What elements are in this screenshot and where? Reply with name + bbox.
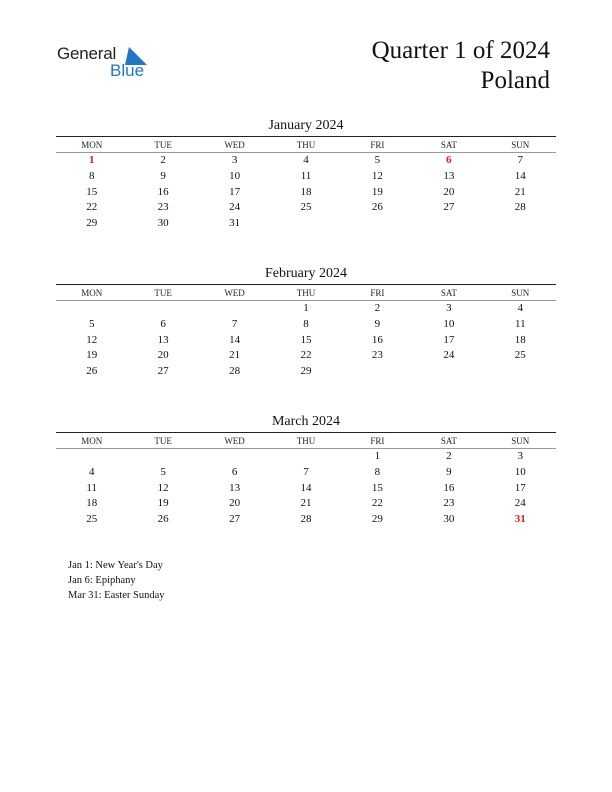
empty-cell xyxy=(270,216,341,232)
weekday-header xyxy=(56,136,556,153)
logo-text-general: General xyxy=(57,44,117,63)
day-cell: 3 xyxy=(231,154,238,166)
page-header xyxy=(372,36,550,96)
day-cell: 26 xyxy=(157,513,169,526)
empty-cell xyxy=(56,449,127,465)
weekday-header xyxy=(56,284,556,301)
weekday-wed: WED xyxy=(224,139,245,150)
day-cell: 7 xyxy=(303,465,309,478)
day-cell: 23 xyxy=(443,497,455,510)
day-cell: 13 xyxy=(229,481,241,494)
holiday-item: Jan 1: New Year's Day xyxy=(68,560,163,571)
day-cell: 7 xyxy=(517,154,524,166)
holiday-list xyxy=(68,558,165,603)
day-cell: 5 xyxy=(160,465,166,478)
day-cell: 13 xyxy=(157,333,169,346)
weekday-tue: TUE xyxy=(154,287,172,298)
day-cell: 19 xyxy=(86,349,98,362)
empty-cell xyxy=(127,301,198,317)
month-title: February 2024 xyxy=(264,266,348,281)
weekday-sat: SAT xyxy=(440,287,457,298)
day-cell: 23 xyxy=(157,201,169,214)
day-cell: 9 xyxy=(374,317,381,330)
weekday-mon: MON xyxy=(81,435,103,446)
day-cell: 4 xyxy=(517,302,524,314)
day-cell: 21 xyxy=(229,349,241,362)
day-cell: 26 xyxy=(371,201,383,214)
empty-cell xyxy=(127,449,198,465)
day-cell: 28 xyxy=(229,365,241,378)
empty-cell xyxy=(413,216,484,232)
day-cell: 14 xyxy=(300,481,312,494)
day-cell: 16 xyxy=(371,333,383,346)
holiday-day-cell: 31 xyxy=(514,513,526,526)
day-cell: 5 xyxy=(88,317,95,330)
day-cell: 2 xyxy=(374,302,381,314)
day-cell: 28 xyxy=(300,513,312,526)
empty-cell xyxy=(342,216,413,232)
weekday-tue: TUE xyxy=(154,435,172,446)
day-cell: 26 xyxy=(86,365,98,378)
day-grid xyxy=(56,153,556,232)
day-cell: 6 xyxy=(160,317,166,330)
day-cell: 5 xyxy=(374,154,381,166)
weekday-fri: FRI xyxy=(370,287,385,298)
month-title: March 2024 xyxy=(271,414,341,429)
day-cell: 23 xyxy=(371,349,383,362)
day-cell: 27 xyxy=(157,365,169,378)
day-cell: 2 xyxy=(446,450,452,462)
day-cell: 10 xyxy=(514,465,526,478)
day-cell: 14 xyxy=(514,169,526,182)
day-cell: 25 xyxy=(300,201,312,214)
day-cell: 13 xyxy=(443,169,455,182)
empty-cell xyxy=(342,364,413,380)
day-cell: 17 xyxy=(443,333,455,346)
month-january xyxy=(56,116,556,232)
weekday-thu: THU xyxy=(296,435,316,446)
day-cell: 8 xyxy=(374,465,381,478)
weekday-tue: TUE xyxy=(154,139,172,150)
weekday-sat: SAT xyxy=(440,139,457,150)
empty-cell xyxy=(413,364,484,380)
day-cell: 18 xyxy=(86,497,98,510)
day-cell: 31 xyxy=(229,217,241,230)
day-cell: 12 xyxy=(371,169,383,182)
day-cell: 24 xyxy=(229,201,241,214)
day-cell: 20 xyxy=(443,185,455,198)
day-cell: 20 xyxy=(157,349,169,362)
day-cell: 15 xyxy=(371,481,383,494)
day-cell: 7 xyxy=(231,317,238,330)
day-cell: 15 xyxy=(300,333,312,346)
day-cell: 14 xyxy=(229,333,241,346)
month-title: January 2024 xyxy=(268,118,344,133)
day-cell: 12 xyxy=(86,333,98,346)
day-cell: 8 xyxy=(88,169,95,182)
weekday-sun: SUN xyxy=(511,435,530,446)
empty-cell xyxy=(199,449,270,465)
generalblue-logo xyxy=(57,44,157,80)
empty-cell xyxy=(56,301,127,317)
weekday-header xyxy=(56,432,556,449)
day-cell: 18 xyxy=(300,185,312,198)
day-cell: 10 xyxy=(443,317,455,330)
holiday-item: Mar 31: Easter Sunday xyxy=(68,590,165,601)
day-cell: 9 xyxy=(446,465,452,478)
month-february xyxy=(56,264,556,380)
empty-cell xyxy=(270,449,341,465)
weekday-fri: FRI xyxy=(370,435,385,446)
empty-cell xyxy=(199,301,270,317)
empty-cell xyxy=(485,364,556,380)
day-cell: 24 xyxy=(514,497,526,510)
page-title: Quarter 1 of 2024 xyxy=(371,37,550,64)
day-cell: 30 xyxy=(443,513,455,526)
day-cell: 10 xyxy=(229,169,241,182)
day-cell: 17 xyxy=(514,481,526,494)
day-cell: 2 xyxy=(160,154,166,166)
holiday-day-cell: 6 xyxy=(446,154,452,166)
day-cell: 16 xyxy=(443,481,455,494)
day-cell: 29 xyxy=(300,365,312,378)
day-cell: 29 xyxy=(86,217,98,230)
day-cell: 30 xyxy=(157,217,169,230)
day-cell: 22 xyxy=(371,497,383,510)
day-cell: 25 xyxy=(514,349,526,362)
holiday-item: Jan 6: Epiphany xyxy=(68,575,136,586)
weekday-sun: SUN xyxy=(511,287,530,298)
day-cell: 12 xyxy=(157,481,169,494)
day-cell: 4 xyxy=(303,154,309,166)
day-cell: 21 xyxy=(514,185,526,198)
day-cell: 4 xyxy=(88,465,95,478)
day-cell: 19 xyxy=(371,185,383,198)
weekday-thu: THU xyxy=(296,139,316,150)
day-cell: 9 xyxy=(160,169,166,182)
logo-text-blue: Blue xyxy=(110,61,145,80)
day-cell: 6 xyxy=(231,465,238,478)
day-cell: 11 xyxy=(300,169,312,182)
weekday-thu: THU xyxy=(296,287,316,298)
day-cell: 15 xyxy=(86,185,98,198)
day-cell: 27 xyxy=(229,513,241,526)
day-cell: 24 xyxy=(443,349,455,362)
weekday-mon: MON xyxy=(81,139,103,150)
weekday-sat: SAT xyxy=(440,435,457,446)
month-march xyxy=(56,412,556,528)
day-cell: 17 xyxy=(229,185,241,198)
day-cell: 1 xyxy=(374,450,381,462)
weekday-sun: SUN xyxy=(511,139,530,150)
day-cell: 28 xyxy=(514,201,526,214)
empty-cell xyxy=(485,216,556,232)
day-cell: 22 xyxy=(300,349,312,362)
day-cell: 11 xyxy=(86,481,97,494)
day-grid xyxy=(56,449,556,528)
holiday-day-cell: 1 xyxy=(88,154,95,166)
day-cell: 19 xyxy=(157,497,169,510)
day-cell: 11 xyxy=(514,317,526,330)
weekday-mon: MON xyxy=(81,287,103,298)
day-cell: 3 xyxy=(517,450,524,462)
day-cell: 8 xyxy=(303,317,309,330)
day-cell: 29 xyxy=(371,513,383,526)
day-cell: 20 xyxy=(229,497,241,510)
weekday-wed: WED xyxy=(224,287,245,298)
day-cell: 22 xyxy=(86,201,98,214)
weekday-wed: WED xyxy=(224,435,245,446)
day-cell: 21 xyxy=(300,497,312,510)
country-name: Poland xyxy=(480,67,550,94)
day-cell: 27 xyxy=(443,201,455,214)
day-cell: 1 xyxy=(303,302,309,314)
weekday-fri: FRI xyxy=(370,139,385,150)
day-cell: 25 xyxy=(86,513,98,526)
day-grid xyxy=(56,301,556,380)
day-cell: 16 xyxy=(157,185,169,198)
day-cell: 18 xyxy=(514,333,526,346)
day-cell: 3 xyxy=(446,302,452,314)
